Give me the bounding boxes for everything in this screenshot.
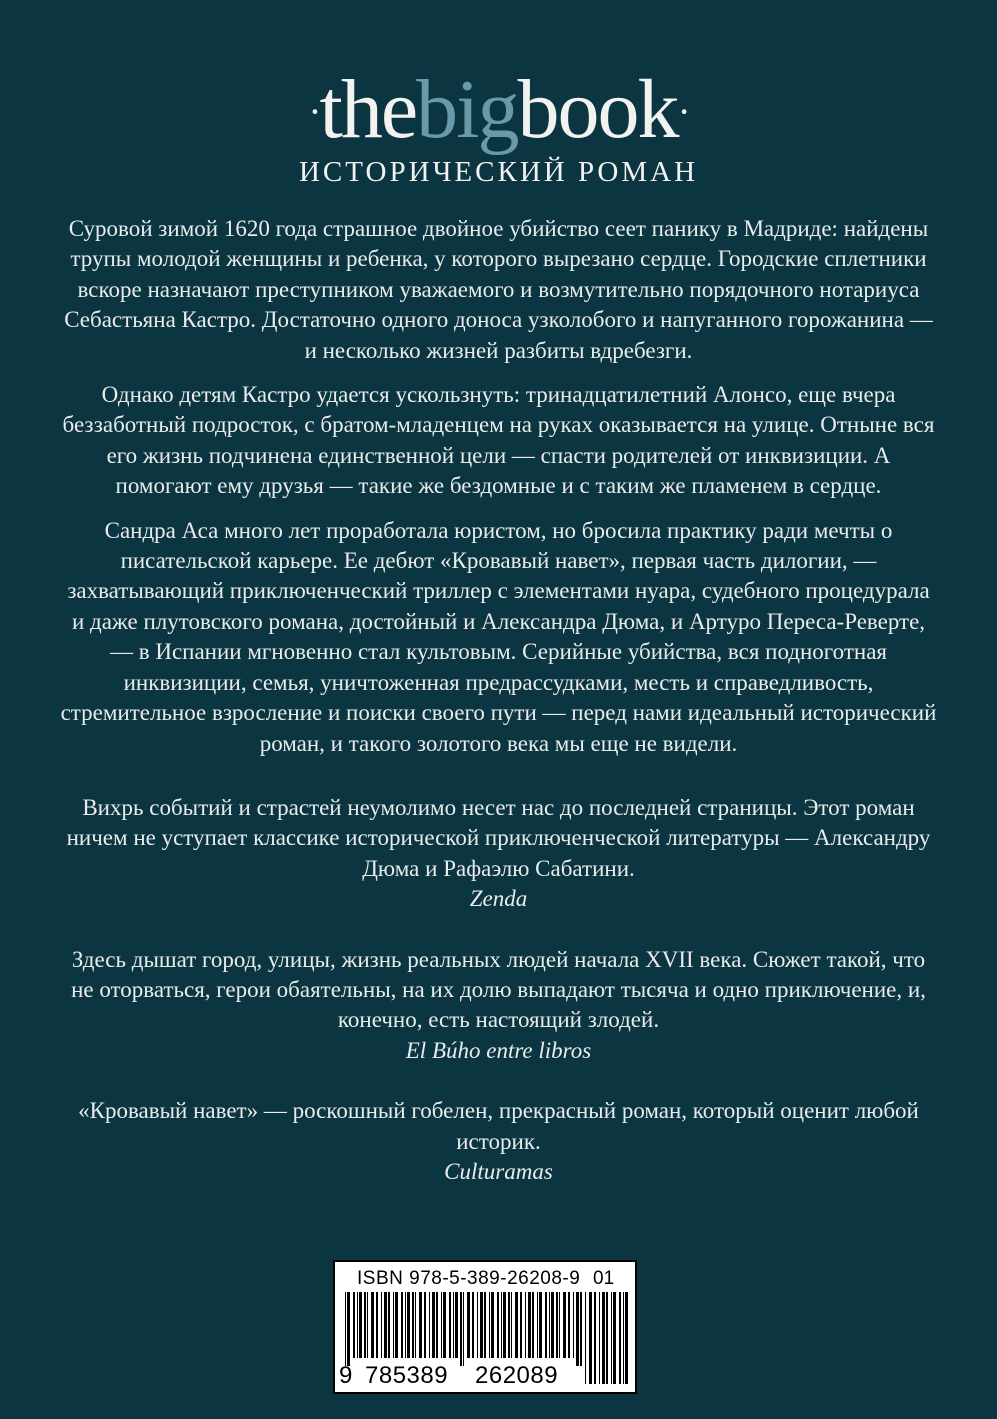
- barcode-addon-bars: [585, 1292, 627, 1384]
- barcode-bar: [384, 1292, 387, 1358]
- description-paragraph: Суровой зимой 1620 года страшное двойное убийство сеет панику в Мадриде: найдены трупы молодой женщины и ребенка, у которого вырезано сердце. Городские сплетники вскоре назначают преступником уважаемого и возмутительно порядочного нотариуса Себастьяна Кастро. Достаточно одного доноса узколобого и напуганного горожанина — и несколько жизней разбиты вдребезги.: [64, 216, 933, 363]
- barcode-bar: [357, 1292, 358, 1358]
- barcode-bar: [429, 1292, 430, 1358]
- barcode-bar: [477, 1292, 478, 1358]
- barcode-bar: [559, 1292, 560, 1358]
- barcode-bar: [532, 1292, 534, 1358]
- barcode-bar: [568, 1292, 570, 1358]
- barcode-bar: [415, 1292, 416, 1358]
- barcode-bar: [407, 1292, 410, 1358]
- barcode-bar: [537, 1292, 538, 1358]
- barcode-bar: [508, 1292, 510, 1358]
- barcode-bar: [539, 1292, 542, 1358]
- barcode-bar: [576, 1292, 579, 1366]
- barcode-bar: [460, 1292, 462, 1366]
- barcode-bar: [520, 1292, 522, 1358]
- barcode-bar: [364, 1292, 366, 1358]
- barcode-bar: [353, 1292, 355, 1358]
- barcode-bar: [401, 1292, 403, 1358]
- quote-source: Zenda: [469, 886, 528, 912]
- quote-source: Culturamas: [444, 1158, 553, 1184]
- barcode-bar: [525, 1292, 526, 1358]
- barcode-bar: [371, 1292, 374, 1358]
- logo-dot-right: ·: [677, 88, 689, 134]
- barcode-bar: [480, 1292, 483, 1358]
- barcode-bar: [463, 1292, 464, 1366]
- quote-text: Здесь дышат город, улицы, жизнь реальных людей начала XVII века. Сюжет такой, что не оторваться, герои обаятельны, на их долю выпадают тысяча и одно приключение, и, конечно, есть настоящий злодей.: [71, 946, 926, 1033]
- barcode-bar: [393, 1292, 394, 1358]
- barcode-bar: [619, 1292, 621, 1384]
- barcode-bar: [367, 1292, 368, 1358]
- barcode-bar: [376, 1292, 378, 1358]
- barcode-bar: [511, 1292, 512, 1358]
- barcode-bars: [345, 1292, 581, 1364]
- barcode-bar: [436, 1292, 438, 1358]
- barcode-bar: [489, 1292, 490, 1358]
- barcode-bar: [405, 1292, 406, 1358]
- barcode-bar: [412, 1292, 414, 1358]
- quote-source: El Búho entre libros: [405, 1037, 592, 1063]
- barcode-bar: [449, 1292, 451, 1358]
- barcode-bar: [491, 1292, 494, 1358]
- barcode-bar: [432, 1292, 435, 1358]
- barcode-bar: [602, 1292, 605, 1384]
- barcode-bar: [606, 1292, 608, 1384]
- barcode-bar: [549, 1292, 550, 1358]
- barcode-bar: [585, 1292, 586, 1384]
- barcode-bar: [395, 1292, 398, 1358]
- barcode-bar: [381, 1292, 382, 1358]
- isbn-label: ISBN 978-5-389-26208-9: [357, 1268, 581, 1289]
- barcode-bar: [551, 1292, 554, 1358]
- review-quote: [60, 1096, 937, 1187]
- barcode-bar: [580, 1292, 582, 1366]
- barcode-digit-group: 9: [339, 1362, 353, 1389]
- barcode-bar: [563, 1292, 566, 1358]
- barcode-bar: [455, 1292, 458, 1358]
- description-paragraph: Однако детям Кастро удается ускользнуть: тринадцатилетний Алонсо, еще вчера беззаботный подросток, с братом-младенцем на руках оказывается на улице. Отныне вся его жизнь подчинена единственной цели — спасти родителей от инквизиции. А помогают ему друзья — такие же бездомные и с таким же пламенем в сердце.: [62, 382, 935, 499]
- barcode-bar: [528, 1292, 531, 1358]
- barcode-bar: [388, 1292, 390, 1358]
- barcode-bar: [623, 1292, 624, 1384]
- barcode-bar: [441, 1292, 442, 1358]
- series-title: ИСТОРИЧЕСКИЙ РОМАН: [298, 156, 699, 188]
- barcode-bar: [453, 1292, 454, 1358]
- barcode-bar: [345, 1292, 346, 1366]
- barcode-bar: [443, 1292, 446, 1358]
- barcode-bar: [484, 1292, 486, 1358]
- barcode-bar: [424, 1292, 426, 1358]
- barcode-addon-label: 01: [593, 1268, 615, 1289]
- description-paragraph: Сандра Аса много лет проработала юристом, но бросила практику ради мечты о писательской карьере. Ее дебют «Кровавый навет», первая часть дилогии, — захватывающий приключенческий триллер с элементами нуара, судебного процедурала и даже плутовского романа, достойный и Александра Дюма, и Артуро Переса-Реверте, — в Испании мгновенно стал культовым. Серийные убийства, вся подноготная инквизиции, семья, уничтоженная предрассудками, месть и справедливость, стремительное взросление и поиски своего пути — перед нами идеальный исторический роман, и такого золотого века мы еще не видели.: [60, 517, 937, 756]
- barcode-bar: [419, 1292, 422, 1358]
- barcode-bar: [545, 1292, 547, 1358]
- quote-text: «Кровавый навет» — роскошный гобелен, прекрасный роман, который оценит любой историк.: [78, 1098, 919, 1154]
- barcode-bar: [472, 1292, 474, 1358]
- blurb: [60, 214, 937, 1217]
- barcode-bar: [503, 1292, 506, 1358]
- logo-big: big: [416, 63, 518, 156]
- logo-dot-left: ·: [308, 88, 320, 134]
- isbn-barcode: [333, 1260, 637, 1394]
- barcode-bar: [594, 1292, 596, 1384]
- barcode-bar: [589, 1292, 592, 1384]
- barcode-bar: [613, 1292, 616, 1384]
- barcode-bar: [625, 1292, 628, 1384]
- barcode-bar: [497, 1292, 499, 1358]
- review-quote: [60, 945, 937, 1067]
- barcode-bar: [467, 1292, 470, 1358]
- barcode-digit-group: 785389: [365, 1362, 449, 1389]
- barcode-bar: [611, 1292, 612, 1384]
- barcode-bar: [599, 1292, 600, 1384]
- quote-text: Вихрь событий и страстей неумолимо несет нас до последней страницы. Этот роман ничем не уступает классике исторической приключенческой литературы — Александру Дюма и Рафаэлю Сабатини.: [66, 794, 931, 881]
- barcode-bar: [515, 1292, 518, 1358]
- review-quote: [60, 793, 937, 915]
- barcode-bar: [501, 1292, 502, 1358]
- barcode-bar: [573, 1292, 574, 1358]
- logo-book: book: [517, 63, 678, 156]
- barcode-bar: [359, 1292, 362, 1358]
- barcode-digit-group: 262089: [475, 1362, 559, 1389]
- logo-the: the: [319, 63, 417, 156]
- publisher-logo: [0, 60, 997, 168]
- barcode-bar: [347, 1292, 350, 1366]
- barcode-bar: [556, 1292, 558, 1358]
